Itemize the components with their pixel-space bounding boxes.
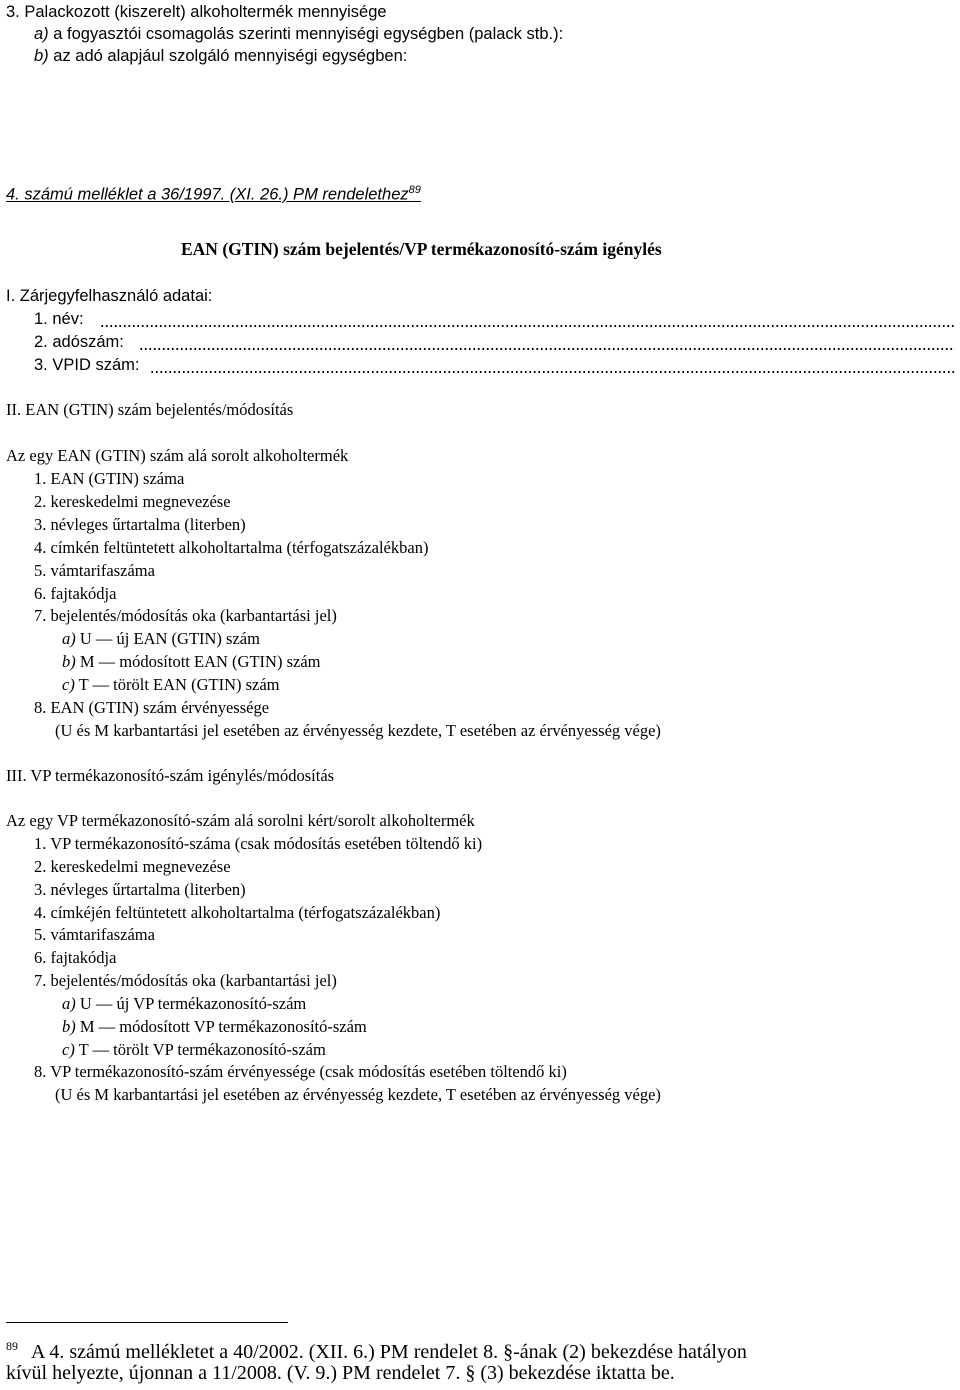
- sub-label: a): [62, 994, 76, 1013]
- footnote-separator: [6, 1322, 288, 1323]
- part3-item-6: 6. fajtakódja: [34, 948, 117, 967]
- annex-reference: [6, 180, 421, 205]
- part2-item-3: 3. névleges űrtartalma (literben): [34, 515, 246, 534]
- part2-sub-c: [62, 675, 280, 695]
- sub-label: b): [62, 652, 76, 671]
- dots: [139, 332, 955, 352]
- part1-heading: I. Zárjegyfelhasználó adatai:: [6, 287, 213, 305]
- section3-title: 3. Palackozott (kiszerelt) alkoholtermék mennyisége: [6, 3, 387, 21]
- part2-item-7: 7. bejelentés/módosítás oka (karbantartási jel): [34, 606, 337, 625]
- sub-text: M — módosított VP termékazonosító-szám: [79, 1017, 367, 1036]
- section3-item-b: [34, 46, 407, 66]
- footnote-text: A 4. számú mellékletet a 40/2002. (XII. 6.) PM rendelet 8. §-ának (2) bekezdése hatályon: [31, 1340, 747, 1363]
- part2-item-5: 5. vámtarifaszáma: [34, 561, 155, 580]
- part3-item-8: 8. VP termékazonosító-szám érvényessége (csak módosítás esetében töltendő ki): [34, 1062, 567, 1081]
- part1-vpid-dots: [150, 355, 955, 375]
- part2-subheading: Az egy EAN (GTIN) szám alá sorolt alkoholtermék: [6, 446, 349, 465]
- sub-text: T — törölt EAN (GTIN) szám: [78, 675, 280, 694]
- part3-item-2: 2. kereskedelmi megnevezése: [34, 857, 231, 876]
- part1-taxnumber-dots: [139, 332, 955, 352]
- item-text: az adó alapjául szolgáló mennyiségi egységben:: [53, 47, 408, 65]
- part3-sub-b: [62, 1017, 367, 1037]
- part2-item-8: 8. EAN (GTIN) szám érvényessége: [34, 698, 270, 717]
- part3-item-1: 1. VP termékazonosító-száma (csak módosítás esetében töltendő ki): [34, 834, 483, 853]
- part1-vpid-label: 3. VPID szám:: [34, 356, 140, 374]
- part1-name-dots: [100, 309, 955, 329]
- sub-label: a): [62, 629, 76, 648]
- part2-item-6: 6. fajtakódja: [34, 584, 117, 603]
- footnote-line-2: kívül helyezte, újonnan a 11/2008. (V. 9.) PM rendelet 7. § (3) bekezdése iktatta be.: [6, 1362, 675, 1384]
- item-label: a): [34, 25, 49, 43]
- annex-text: 4. számú melléklet a 36/1997. (XI. 26.) PM rendelethez: [6, 185, 409, 204]
- part2-sub-b: [62, 652, 320, 672]
- sub-label: b): [62, 1017, 76, 1036]
- part3-item-7: 7. bejelentés/módosítás oka (karbantartási jel): [34, 971, 337, 990]
- sub-text: T — törölt VP termékazonosító-szám: [78, 1040, 326, 1059]
- part3-sub-a: [62, 994, 306, 1014]
- sub-text: M — módosított EAN (GTIN) szám: [79, 652, 321, 671]
- part1-name-label: 1. név:: [34, 310, 84, 328]
- part3-item-3: 3. névleges űrtartalma (literben): [34, 880, 246, 899]
- part2-heading: II. EAN (GTIN) szám bejelentés/módosítás: [6, 400, 294, 419]
- annex-footnote-marker: 89: [408, 184, 421, 196]
- part3-item-5: 5. vámtarifaszáma: [34, 925, 155, 944]
- part1-taxnumber-label: 2. adószám:: [34, 333, 124, 351]
- sub-text: U — új VP termékazonosító-szám: [79, 994, 307, 1013]
- part3-item-8-note: (U és M karbantartási jel esetében az érvényesség kezdete, T esetében az érvényesség vége): [55, 1085, 661, 1104]
- sub-text: U — új EAN (GTIN) szám: [79, 629, 260, 648]
- part2-item-4: 4. címkén feltüntetett alkoholtartalma (térfogatszázalékban): [34, 538, 429, 557]
- item-text: a fogyasztói csomagolás szerinti mennyiségi egységben (palack stb.):: [53, 25, 564, 43]
- part3-subheading: Az egy VP termékazonosító-szám alá sorolni kért/sorolt alkoholtermék: [6, 811, 475, 830]
- part2-sub-a: [62, 629, 260, 649]
- part3-sub-c: [62, 1040, 326, 1060]
- part2-item-1: 1. EAN (GTIN) száma: [34, 469, 185, 488]
- part3-heading: III. VP termékazonosító-szám igénylés/módosítás: [6, 766, 335, 785]
- footnote-number: 89: [6, 1339, 18, 1353]
- dots: [100, 309, 955, 329]
- document-title: EAN (GTIN) szám bejelentés/VP termékazonosító-szám igénylés: [181, 239, 662, 259]
- sub-label: c): [62, 1040, 75, 1059]
- part2-item-8-note: (U és M karbantartási jel esetében az érvényesség kezdete, T esetében az érvényesség vége): [55, 721, 661, 740]
- part3-item-4: 4. címkéjén feltüntetett alkoholtartalma (térfogatszázalékban): [34, 903, 441, 922]
- section3-item-a: [34, 24, 563, 44]
- sub-label: c): [62, 675, 75, 694]
- item-label: b): [34, 47, 49, 65]
- dots: [150, 355, 955, 375]
- part2-item-2: 2. kereskedelmi megnevezése: [34, 492, 231, 511]
